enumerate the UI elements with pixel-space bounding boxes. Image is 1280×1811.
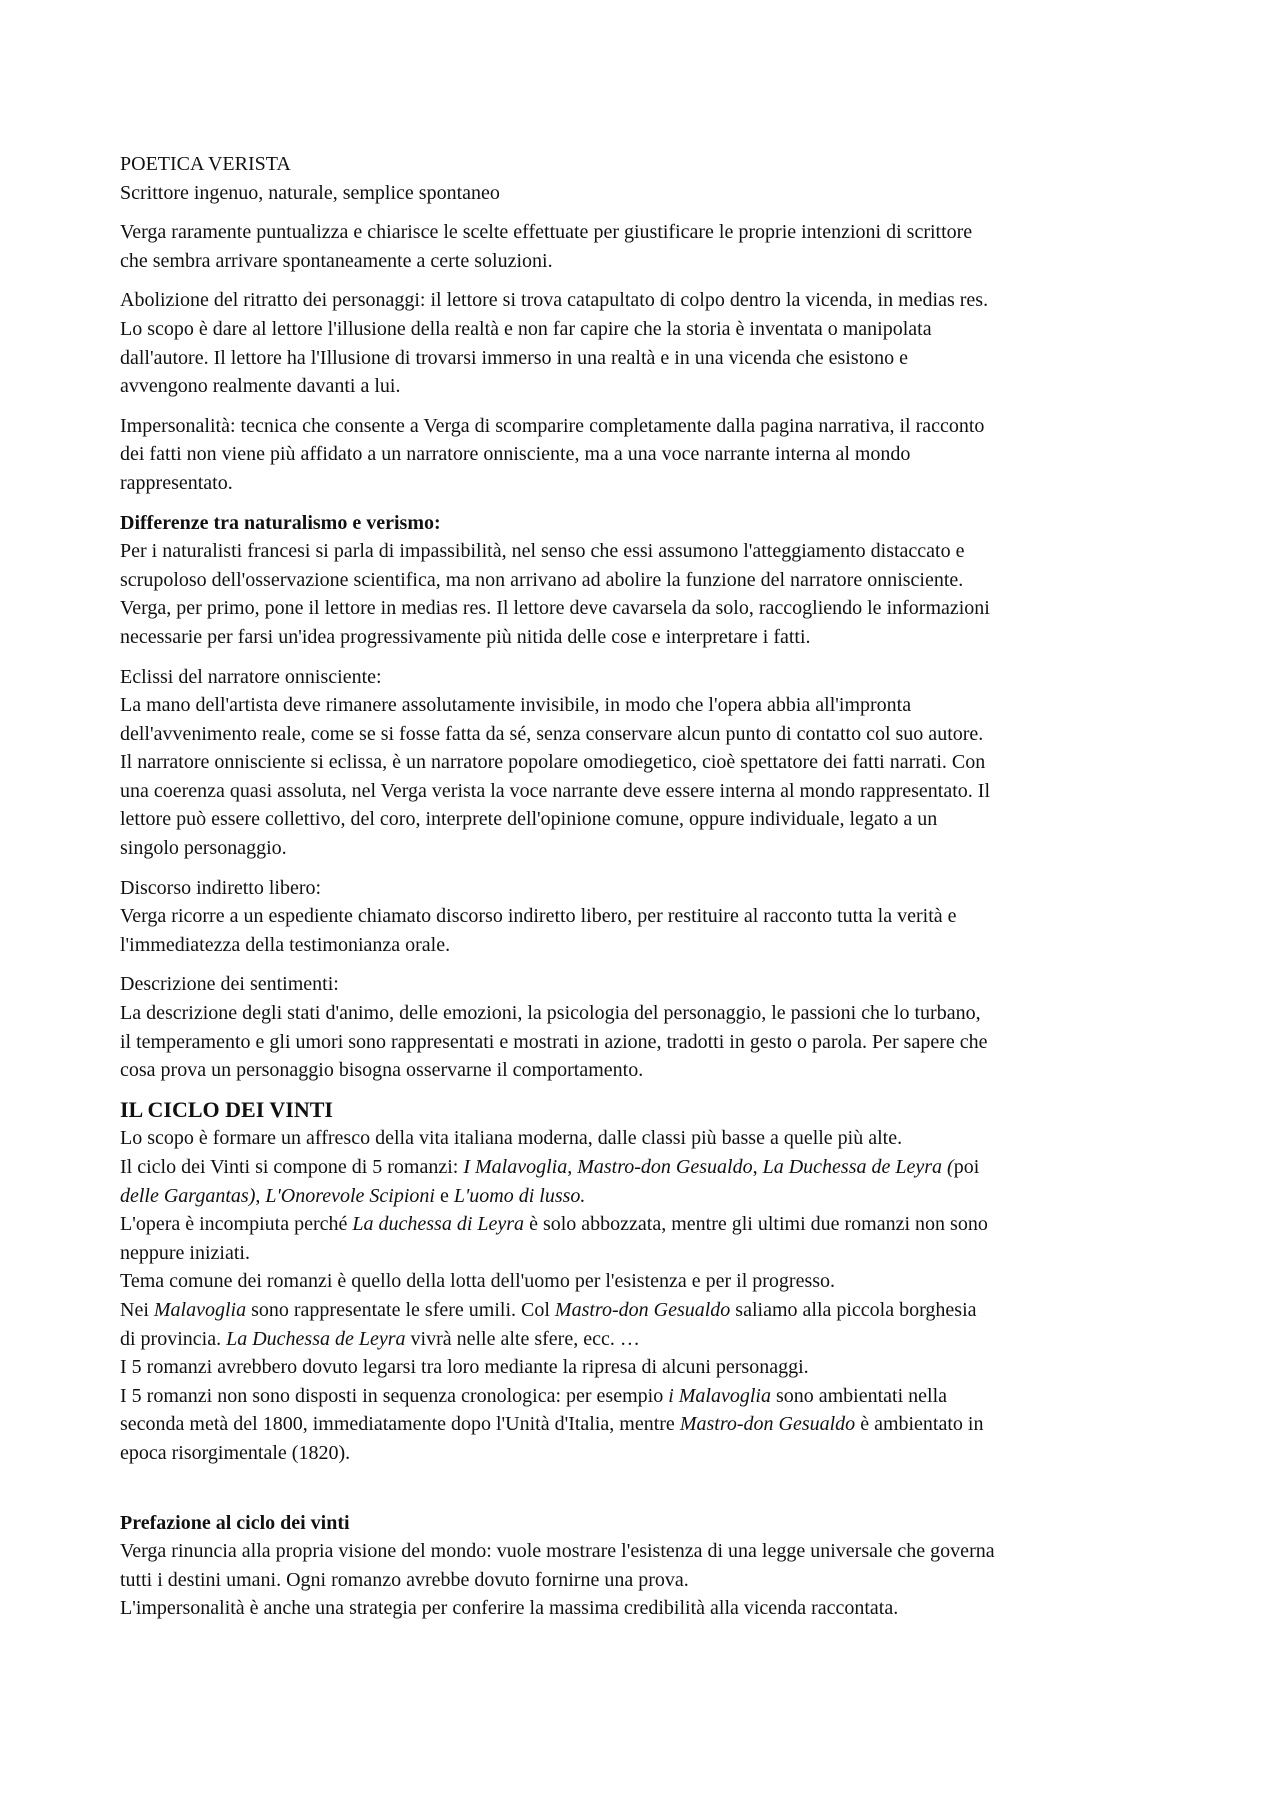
- section-ciclo-vinti: [120, 1096, 1165, 1468]
- text-line: Lo scopo è dare al lettore l'illusione della realtà e non far capire che la storia è inventata o manipolata: [120, 317, 932, 340]
- text-line: singolo personaggio.: [120, 837, 287, 860]
- text-line: Abolizione del ritratto dei personaggi: il lettore si trova catapultato di colpo dentro la vicenda, in medias res.: [120, 289, 989, 312]
- text-line: La descrizione degli stati d'animo, delle emozioni, la psicologia del personaggio, le passioni che lo turbano,: [120, 1002, 981, 1025]
- document-title: POETICA VERISTA: [120, 153, 291, 175]
- paragraph-abolizione: [120, 286, 1165, 400]
- text-line: L'impersonalità è anche una strategia per conferire la massima credibilità alla vicenda raccontata.: [120, 1597, 899, 1620]
- paragraph-intro: [120, 218, 1165, 275]
- text-line: Verga raramente puntualizza e chiarisce le scelte effettuate per giustificare le proprie intenzioni di scrittore: [120, 221, 973, 244]
- section-heading: Eclissi del narratore onnisciente:: [120, 665, 382, 688]
- text-line: neppure iniziati.: [120, 1241, 250, 1264]
- text-line: Il ciclo dei Vinti si compone di 5 romanzi: I Malavoglia, Mastro-don Gesualdo, La Duchessa de Leyra (poi: [120, 1156, 980, 1178]
- section-heading: Differenze tra naturalismo e verismo:: [120, 511, 441, 534]
- text-line: necessarie per farsi un'idea progressivamente più nitida delle cose e interpretare i fatti.: [120, 625, 811, 648]
- text-line: I 5 romanzi non sono disposti in sequenza cronologica: per esempio i Malavoglia sono ambientati nella: [120, 1384, 948, 1407]
- text-line: epoca risorgimentale (1820).: [120, 1441, 351, 1464]
- text-line: dei fatti non viene più affidato a un narratore onnisciente, ma a una voce narrante interna al mondo: [120, 443, 911, 466]
- text-line: di provincia. La Duchessa de Leyra vivrà nelle alte sfere, ecc. …: [120, 1327, 640, 1350]
- section-heading: Descrizione dei sentimenti:: [120, 973, 339, 996]
- text-line: Lo scopo è formare un affresco della vita italiana moderna, dalle classi più basse a quelle più alte.: [120, 1127, 903, 1150]
- text-line: cosa prova un personaggio bisogna osservarne il comportamento.: [120, 1059, 644, 1082]
- header-block: [120, 150, 1165, 207]
- paragraph-impersonalita: [120, 412, 1165, 498]
- text-line: seconda metà del 1800, immediatamente dopo l'Unità d'Italia, mentre Mastro-don Gesualdo è ambientato in: [120, 1413, 984, 1436]
- text-line: il temperamento e gli umori sono rappresentati e mostrati in azione, tradotti in gesto o parola. Per sapere che: [120, 1030, 988, 1053]
- text-line: rappresentato.: [120, 471, 233, 494]
- text-line: Tema comune dei romanzi è quello della lotta dell'uomo per l'esistenza e per il progresso.: [120, 1270, 836, 1293]
- section-sentimenti: [120, 970, 1165, 1084]
- text-line: delle Gargantas), L'Onorevole Scipioni e L'uomo di lusso.: [120, 1184, 586, 1207]
- text-line: lettore può essere collettivo, del coro, interprete dell'opinione comune, oppure individuale, legato a un: [120, 808, 938, 831]
- text-line: Il narratore onnisciente si eclissa, è un narratore popolare omodiegetico, cioè spettatore dei fatti narrati. Con: [120, 751, 986, 774]
- text-line: La mano dell'artista deve rimanere assolutamente invisibile, in modo che l'opera abbia all'impronta: [120, 694, 912, 717]
- text-line: Verga ricorre a un espediente chiamato discorso indiretto libero, per restituire al racconto tutta la verità e: [120, 905, 957, 928]
- ciclo-heading: IL CICLO DEI VINTI: [120, 1096, 333, 1122]
- text-line: dell'avvenimento reale, come se si fosse fatta da sé, senza conservare alcun punto di contatto col suo autore.: [120, 722, 984, 745]
- text-line: tutti i destini umani. Ogni romanzo avrebbe dovuto fornirne una prova.: [120, 1568, 689, 1591]
- text-line: L'opera è incompiuta perché La duchessa di Leyra è solo abbozzata, mentre gli ultimi due romanzi non sono: [120, 1213, 988, 1236]
- text-line: avvengono realmente davanti a lui.: [120, 375, 401, 398]
- text-line: Per i naturalisti francesi si parla di impassibilità, nel senso che essi assumono l'atteggiamento distaccato e: [120, 540, 965, 563]
- text-line: Nei Malavoglia sono rappresentate le sfere umili. Col Mastro-don Gesualdo saliamo alla piccola borghesia: [120, 1298, 977, 1321]
- section-heading: Discorso indiretto libero:: [120, 876, 322, 899]
- document-subtitle: Scrittore ingenuo, naturale, semplice spontaneo: [120, 181, 500, 204]
- text-line: che sembra arrivare spontaneamente a certe soluzioni.: [120, 249, 553, 272]
- text-line: Impersonalità: tecnica che consente a Verga di scomparire completamente dalla pagina narrativa, il racconto: [120, 414, 985, 437]
- section-heading: Prefazione al ciclo dei vinti: [120, 1511, 350, 1534]
- text-line: scrupoloso dell'osservazione scientifica, ma non arrivano ad abolire la funzione del narratore onnisciente.: [120, 568, 964, 591]
- text-line: l'immediatezza della testimonianza orale.: [120, 933, 451, 956]
- document-page: [120, 150, 1165, 1634]
- text-line: una coerenza quasi assoluta, nel Verga verista la voce narrante deve essere interna al mondo rappresentato. Il: [120, 779, 990, 802]
- section-eclissi: [120, 663, 1165, 863]
- section-discorso: [120, 874, 1165, 960]
- section-prefazione: [120, 1509, 1165, 1623]
- text-line: I 5 romanzi avrebbero dovuto legarsi tra loro mediante la ripresa di alcuni personaggi.: [120, 1356, 809, 1379]
- section-differenze: [120, 509, 1165, 652]
- text-line: Verga, per primo, pone il lettore in medias res. Il lettore deve cavarsela da solo, raccogliendo le informazioni: [120, 597, 990, 620]
- text-line: Verga rinuncia alla propria visione del mondo: vuole mostrare l'esistenza di una legge universale che governa: [120, 1540, 995, 1563]
- text-line: dall'autore. Il lettore ha l'Illusione di trovarsi immerso in una realtà e in una vicenda che esistono e: [120, 346, 909, 369]
- spacer: [120, 1479, 1165, 1509]
